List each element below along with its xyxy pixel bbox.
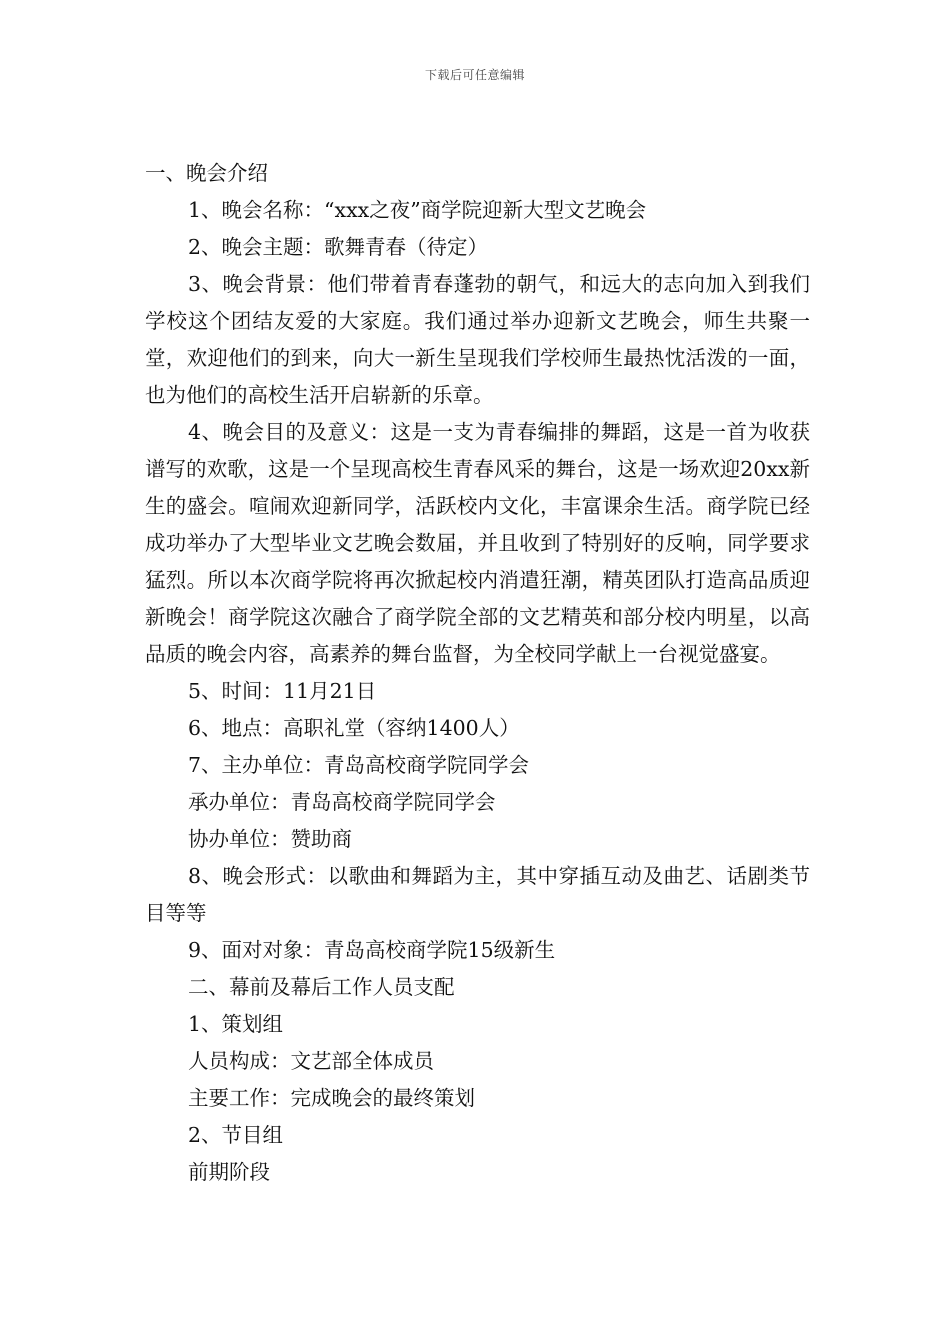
group-program-title: 2、节目组: [188, 1123, 284, 1147]
document-body: [145, 155, 810, 1191]
group-program-phase: 前期阶段: [188, 1160, 270, 1184]
item-sponsor: 协办单位：赞助商: [188, 827, 352, 851]
item-show-background: 3、晚会背景：他们带着青春蓬勃的朝气，和远大的志向加入到我们学校这个团结友爱的大家庭。我们通过举办迎新文艺晚会，师生共聚一堂，欢迎他们的到来，向大一新生呈现我们学校师生最热忱活泼的一面，也为他们的高校生活开启崭新的乐章。: [145, 272, 810, 407]
item-show-purpose: 4、晚会目的及意义：这是一支为青春编排的舞蹈，这是一首为收获谱写的欢歌，这是一个呈现高校生青春风采的舞台，这是一场欢迎20xx新生的盛会。喧闹欢迎新同学，活跃校内文化，丰富课余生活。商学院已经成功举办了大型毕业文艺晚会数届，并且收到了特别好的反响，同学要求猛烈。所以本次商学院将再次掀起校内消遣狂潮，精英团队打造高品质迎新晚会！商学院这次融合了商学院全部的文艺精英和部分校内明星，以高品质的晚会内容，高素养的舞台监督，为全校同学献上一台视觉盛宴。: [145, 420, 810, 666]
item-show-location: 6、地点：高职礼堂（容纳1400人）: [188, 716, 520, 740]
item-organizer: 7、主办单位：青岛高校商学院同学会: [188, 753, 530, 777]
group-planning-title: 1、策划组: [188, 1012, 284, 1036]
item-show-format: 8、晚会形式：以歌曲和舞蹈为主，其中穿插互动及曲艺、话剧类节目等等: [145, 864, 810, 925]
page-header: 下载后可任意编辑: [424, 68, 525, 82]
item-audience: 9、面对对象：青岛高校商学院15级新生: [188, 938, 556, 962]
item-show-time: 5、时间：11月21日: [188, 679, 377, 703]
section-heading-staff: 二、幕前及幕后工作人员支配: [188, 975, 455, 999]
item-show-name: 1、晚会名称：“xxx之夜”商学院迎新大型文艺晚会: [188, 198, 647, 222]
group-planning-work: 主要工作：完成晚会的最终策划: [188, 1086, 475, 1110]
section-heading-intro: 一、晚会介绍: [145, 161, 268, 185]
item-co-organizer: 承办单位：青岛高校商学院同学会: [188, 790, 496, 814]
item-show-theme: 2、晚会主题：歌舞青春（待定）: [188, 235, 489, 259]
group-planning-members: 人员构成：文艺部全体成员: [188, 1049, 434, 1073]
